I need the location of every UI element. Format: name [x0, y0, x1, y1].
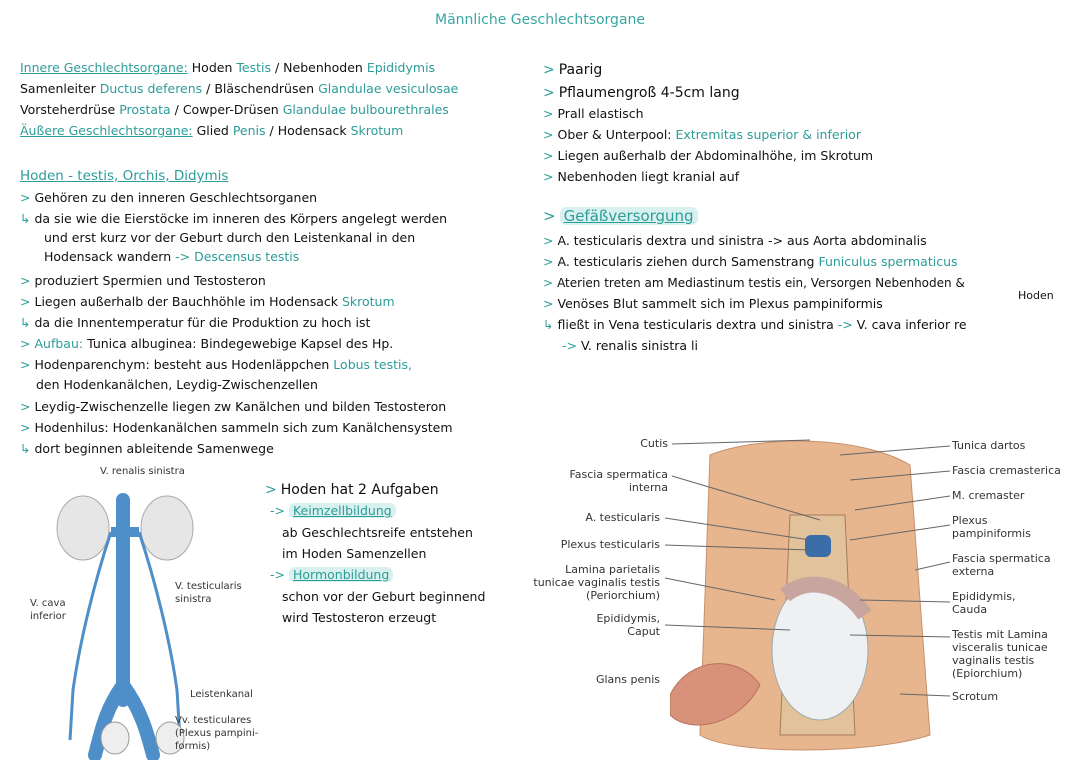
aufgaben-head-line: > Hoden hat 2 Aufgaben — [265, 482, 439, 498]
descensus-term: -> Descensus testis — [175, 249, 300, 264]
hoden-line — [20, 315, 370, 331]
latin-term: Glandulae vesiculosae — [318, 81, 459, 96]
latin-term: Ductus deferens — [99, 81, 203, 96]
aufgaben-text: ab Geschlechtsreife entstehen — [282, 525, 473, 540]
gefaess-line: > Venöses Blut sammelt sich im Plexus pampiniformis — [543, 296, 883, 311]
text: / Hodensack — [269, 123, 347, 138]
prop-text: Prall elastisch — [557, 106, 644, 121]
label-lamina-parietalis: Lamina parietalis tunicae vaginalis testis (Periorchium) — [533, 563, 660, 602]
bullet-mark: > — [20, 357, 31, 372]
bullet-mark: > — [20, 273, 31, 288]
hoden-text: dort beginnen ableitende Samenwege — [34, 441, 274, 456]
hoden-text: da sie wie die Eierstöcke im inneren des Körpers angelegt werden — [34, 211, 448, 226]
bullet-mark: > — [20, 336, 31, 351]
gefaess-line: > A. testicularis ziehen durch Samenstrang Funiculus spermaticus — [543, 254, 958, 269]
latin-term: Glandulae bulbourethrales — [282, 102, 449, 117]
hoden-line — [20, 357, 412, 373]
label-a-testicularis: A. testicularis — [585, 511, 660, 524]
aufgaben-k-head-line: -> Keimzellbildung — [270, 503, 396, 519]
aufgaben-text: wird Testosteron erzeugt — [282, 610, 437, 625]
hoden-text: und erst kurz vor der Geburt durch den Leistenkanal in den — [44, 230, 416, 245]
page-title: Männliche Geschlechtsorgane — [434, 12, 646, 28]
latin-term: Epididymis — [366, 60, 436, 75]
prop-line: > Prall elastisch — [543, 106, 644, 121]
label-fascia-spermatica-externa: Fascia spermatica externa — [952, 552, 1051, 578]
gefaess-text: fließt in Vena testicularis dextra und sinistra — [557, 317, 834, 332]
hoden-text: produziert Spermien und Testosteron — [34, 273, 266, 288]
text: / Cowper-Drüsen — [174, 102, 279, 117]
aufgaben-text: im Hoden Samenzellen — [282, 546, 427, 561]
aufgaben-text: schon vor der Geburt beginnend — [282, 589, 486, 604]
gefaess-text: A. testicularis ziehen durch Samenstrang — [557, 254, 815, 269]
hoden-text: den Hodenkanälchen, Leydig-Zwischenzellen — [36, 377, 318, 392]
latin-term: Skrotum — [341, 294, 395, 309]
kidney-left — [141, 496, 193, 560]
hoden-line — [44, 230, 415, 246]
outer-organs-line — [20, 123, 403, 139]
label-epididymis-cauda: Epididymis, Cauda — [952, 590, 1016, 616]
prop-text: Ober & Unterpool: — [557, 127, 672, 142]
organs-line-2 — [20, 81, 458, 97]
label-glans-penis: Glans penis — [595, 673, 660, 686]
hoden-text: da die Innentemperatur für die Produktion zu hoch ist — [34, 315, 371, 330]
latin-term: Extremitas superior & inferior — [675, 127, 861, 142]
hoden-text: Hodensack wandern — [44, 249, 172, 264]
latin-term: Prostata — [119, 102, 171, 117]
label-fascia-cremasterica: Fascia cremasterica — [952, 464, 1061, 477]
label-leistenkanal: Leistenkanal — [190, 689, 253, 700]
label-v-testicularis: V. testicularis sinistra — [175, 581, 242, 605]
hoden-text: Leydig-Zwischenzelle liegen zw Kanälchen und bilden Testosteron — [34, 399, 447, 414]
label-plexus-pampiniformis: Plexus pampiniformis — [952, 514, 1031, 540]
hoden-line — [20, 190, 317, 206]
hoden-line — [20, 211, 447, 227]
hoden-text: Liegen außerhalb der Bauchhöhle im Hodensack — [34, 294, 338, 309]
outer-organs-label: Äußere Geschlechtsorgane: — [20, 123, 193, 138]
label-plexus-testicularis: Plexus testicularis — [560, 538, 660, 551]
hormon-heading: Hormonbildung — [289, 567, 393, 582]
gefaess-hoden-note: Hoden — [1018, 289, 1054, 302]
text: / Bläschendrüsen — [206, 81, 315, 96]
keimzell-heading: Keimzellbildung — [289, 503, 396, 518]
prop-text: Liegen außerhalb der Abdominalhöhe, im Skrotum — [557, 148, 874, 163]
bullet-mark: > — [20, 190, 31, 205]
latin-term: Lobus testis, — [333, 357, 412, 372]
latin-term: Funiculus spermaticus — [818, 254, 958, 269]
label-testis-lamina: Testis mit Lamina visceralis tunicae vaginalis testis (Epiorchium) — [952, 628, 1048, 680]
prop-text: Pflaumengroß 4-5cm lang — [558, 85, 740, 101]
latin-term: Skrotum — [350, 123, 404, 138]
hoden-text: Hodenparenchym: besteht aus Hodenläppchen — [34, 357, 330, 372]
bullet-mark: > — [20, 399, 31, 414]
prop-line: > Paarig — [543, 62, 603, 78]
text: / Nebenhoden — [274, 60, 363, 75]
label-vv-testiculares: Vv. testiculares (Plexus pampini- formis) — [175, 715, 259, 752]
gefaess-heading: Gefäßversorgung — [560, 207, 698, 225]
prop-text: Nebenhoden liegt kranial auf — [557, 169, 740, 184]
label-scrotum: Scrotum — [952, 690, 999, 703]
hoden-text: Hodenhilus: Hodenkanälchen sammeln sich zum Kanälchensystem — [34, 420, 453, 435]
prop-line: > Pflaumengroß 4-5cm lang — [543, 85, 740, 101]
gefaess-text: V. renalis sinistra li — [580, 338, 698, 353]
label-v-renalis: V. renalis sinistra — [100, 466, 185, 477]
text: Samenleiter — [20, 81, 96, 96]
hoden-line — [20, 294, 395, 310]
aufgaben-h-head-line: -> Hormonbildung — [270, 567, 393, 583]
arrow: -> — [562, 338, 577, 353]
gefaess-line: > A. testicularis dextra und sinistra -> aus Aorta abdominalis — [543, 233, 927, 248]
left-testicular-vein — [139, 532, 180, 740]
prop-line: > Liegen außerhalb der Abdominalhöhe, im Skrotum — [543, 148, 874, 163]
organs-line-3 — [20, 102, 449, 118]
gefaess-text: V. cava inferior re — [856, 317, 967, 332]
leader-lines — [660, 430, 960, 710]
hoden-line — [20, 273, 266, 289]
inner-organs-line — [20, 60, 435, 76]
hoden-line — [20, 336, 393, 352]
label-tunica-dartos: Tunica dartos — [952, 439, 1026, 452]
label-v-cava: V. cava inferior — [30, 598, 66, 622]
hoden-text: Tunica albuginea: Bindegewebige Kapsel des Hp. — [87, 336, 394, 351]
testis-right — [101, 722, 129, 754]
arrow: -> — [837, 317, 853, 332]
prop-text: Paarig — [558, 62, 603, 78]
latin-term: Penis — [232, 123, 266, 138]
label-epididymis-caput: Epididymis, Caput — [596, 612, 660, 638]
prop-line: > Ober & Unterpool: Extremitas superior & inferior — [543, 127, 861, 142]
prop-line: > Nebenhoden liegt kranial auf — [543, 169, 740, 184]
bullet-mark: ↳ — [20, 441, 31, 456]
gefaess-line: > Aterien treten am Mediastinum testis ein, Versorgen Nebenhoden & — [543, 276, 965, 290]
aufbau-label: Aufbau: — [34, 336, 84, 351]
label-cutis: Cutis — [640, 437, 668, 450]
bullet-mark: > — [20, 420, 31, 435]
text: Vorsteherdrüse — [20, 102, 116, 117]
hoden-line — [20, 441, 274, 457]
label-m-cremaster: M. cremaster — [952, 489, 1025, 502]
label-fascia-spermatica-interna: Fascia spermatica interna — [569, 468, 668, 494]
hoden-text: Gehören zu den inneren Geschlechtsorganen — [34, 190, 318, 205]
hoden-line — [36, 377, 318, 393]
bullet-mark: ↳ — [20, 315, 31, 330]
hoden-line — [44, 249, 299, 265]
aufgaben-head: Hoden hat 2 Aufgaben — [280, 482, 439, 498]
latin-term: Testis — [236, 60, 271, 75]
gefaess-text: Aterien treten am Mediastinum testis ein, Versorgen Nebenhoden & — [557, 276, 965, 290]
gefaess-text: Venöses Blut sammelt sich im Plexus pampiniformis — [557, 296, 883, 311]
hoden-line — [20, 420, 453, 436]
bullet-mark: ↳ — [20, 211, 31, 226]
text: Hoden — [191, 60, 233, 75]
inner-organs-label: Innere Geschlechtsorgane: — [20, 60, 188, 75]
gefaess-line: ↳ fließt in Vena testicularis dextra und sinistra -> V. cava inferior re — [543, 317, 967, 332]
text: Glied — [196, 123, 229, 138]
gefaess-line — [562, 338, 698, 354]
hoden-heading: Hoden - testis, Orchis, Didymis — [20, 168, 229, 184]
hoden-line — [20, 399, 446, 415]
bullet-mark: > — [20, 294, 31, 309]
kidney-right — [57, 496, 109, 560]
gefaess-heading-line: > Gefäßversorgung — [543, 208, 698, 224]
gefaess-text: A. testicularis dextra und sinistra -> aus Aorta abdominalis — [557, 233, 927, 248]
